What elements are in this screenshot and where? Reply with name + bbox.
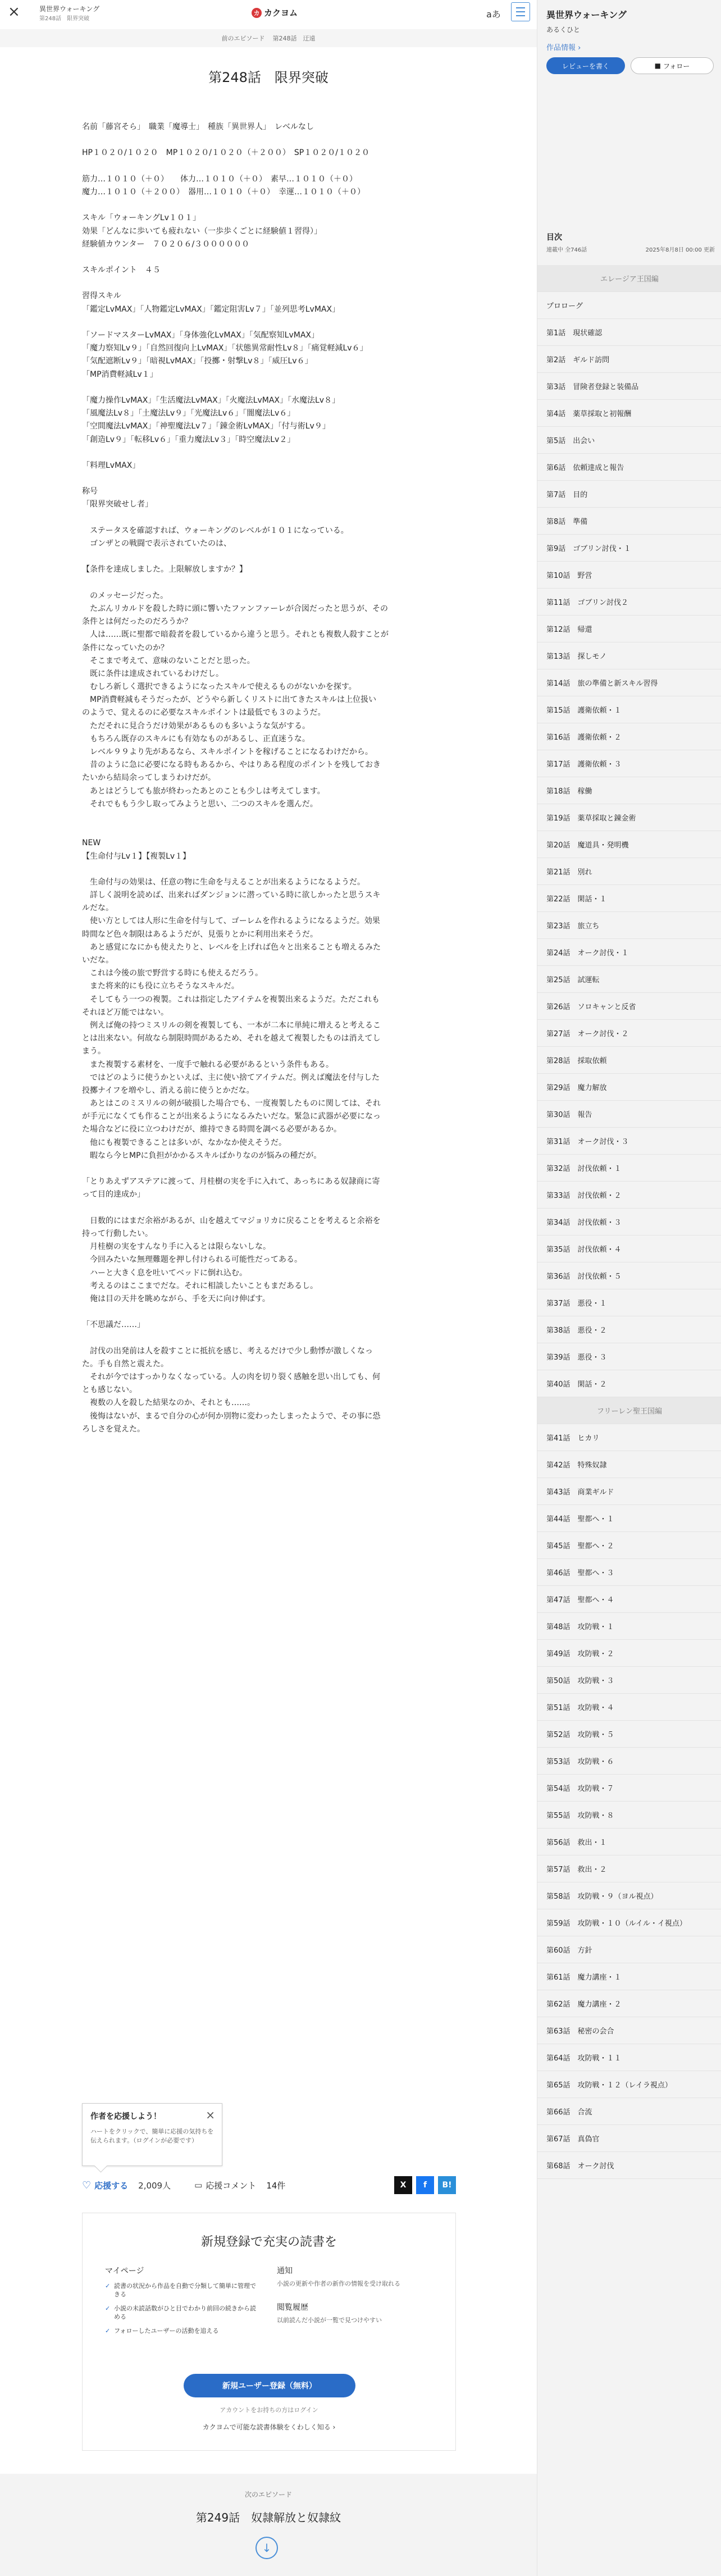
- chapter-link[interactable]: 第46話 聖都へ・３: [537, 1559, 721, 1586]
- support-popup: [82, 2103, 222, 2166]
- body-line: 昔のように急に必要になる時もあるから、やはりある程度のポイントを残しておき: [82, 760, 381, 770]
- body-line: [82, 446, 456, 459]
- chapter-link[interactable]: 第53話 攻防戦・６: [537, 1748, 721, 1775]
- next-episode-title[interactable]: 第249話 奴隷解放と奴隷紋: [195, 2511, 341, 2524]
- chapter-link[interactable]: 第52話 攻防戦・５: [537, 1721, 721, 1748]
- body-line: ただそれに見合うだけ効果があるものも多いような気がする。: [82, 721, 310, 731]
- x-share-icon[interactable]: X: [394, 2176, 412, 2194]
- chapter-link[interactable]: 第5話 出会い: [537, 427, 721, 454]
- chapter-link[interactable]: 第12話 帰還: [537, 615, 721, 642]
- episode-subtitle: 第248話 限界突破: [39, 16, 90, 22]
- chapter-link[interactable]: 第51話 攻防戦・４: [537, 1694, 721, 1721]
- body-line: それでももう少し取ってみようと思い、二つのスキルを選んだ。: [82, 799, 318, 809]
- support-text: ハートをクリックで、簡単に応援の気持ちを伝えられます。（ログインが必要です）: [90, 2128, 214, 2144]
- body-line: 使い方としては人形に生命を付与して、ゴーレムを作れるようになるようだ。効果: [82, 917, 380, 926]
- body-line: [82, 316, 456, 329]
- chapter-link[interactable]: 第40話 閑話・２: [537, 1370, 721, 1397]
- chapter-link[interactable]: 第49話 攻防戦・２: [537, 1640, 721, 1667]
- prev-episode-link[interactable]: 前のエピソード: [221, 35, 265, 42]
- chapter-link[interactable]: 第63話 秘密の会合: [537, 2017, 721, 2044]
- chapter-link[interactable]: 第39話 悪役・３: [537, 1343, 721, 1370]
- body-line: [82, 577, 456, 590]
- register-button[interactable]: 新規ユーザー登録（無料）: [184, 2374, 355, 2397]
- next-episode-label: 次のエピソード: [244, 2491, 292, 2499]
- font-setting-button[interactable]: aあ: [486, 9, 501, 20]
- chapter-link[interactable]: 第21話 別れ: [537, 858, 721, 885]
- mypage-column: [105, 2265, 260, 2335]
- body-line: [82, 824, 456, 837]
- body-line: 既に条件は達成されているわけだし。: [82, 669, 223, 678]
- body-line: [82, 863, 456, 876]
- chapter-link[interactable]: 第17話 護衛依頼・３: [537, 750, 721, 777]
- chapter-list: [537, 265, 721, 2179]
- body-line: 魔力…１０１０（＋２００） 器用…１０１０（＋０） 幸運…１０１０（＋０）: [82, 187, 365, 197]
- chapter-link[interactable]: 第24話 オーク討伐・１: [537, 939, 721, 966]
- chapter-link[interactable]: 第37話 悪役・１: [537, 1289, 721, 1316]
- toc-meta: [546, 245, 715, 253]
- body-line: 考えるのはここまでだな。それに相談したいこともまだあるし。: [82, 1281, 318, 1291]
- sidebar: [537, 0, 721, 2576]
- chapter-link[interactable]: 第45話 聖都へ・２: [537, 1532, 721, 1559]
- chapter-link[interactable]: 第47話 聖都へ・４: [537, 1586, 721, 1613]
- body-line: [82, 550, 456, 563]
- cheer-count[interactable]: 2,009人: [138, 2180, 171, 2191]
- work-info-link[interactable]: 作品情報 ›: [546, 44, 581, 52]
- body-line: [82, 1162, 456, 1175]
- body-line: 例えば俺の持つミスリルの剣を複製しても、一本が二本に単純に増えると考えるこ: [82, 1020, 381, 1030]
- body-line: ろしさを覚えた。: [82, 1424, 145, 1434]
- chapter-link[interactable]: 第30話 報告: [537, 1101, 721, 1128]
- body-line: むしろ新しく選択できるようになったスキルで使えるものがないかを探す。: [82, 682, 357, 692]
- body-line: 生命付与の効果は、任意の物に生命を与えることが出来るようになるようだ。: [82, 877, 365, 887]
- logo-mark-icon: カ: [252, 8, 262, 18]
- body-line: って目的達成か」: [82, 1190, 145, 1200]
- history-text: 以前読んだ小説が一覧で見つけやすい: [277, 2317, 382, 2324]
- chapter-link[interactable]: 第11話 ゴブリン討伐２: [537, 589, 721, 615]
- action-bar: [82, 2176, 456, 2195]
- kakuyomu-logo[interactable]: [252, 7, 298, 19]
- body-line: 月桂樹の実をすんなり手に入るとは限らないしな。: [82, 1242, 271, 1252]
- chapter-link[interactable]: 第22話 閑話・１: [537, 885, 721, 912]
- body-line: 俺は目の天井を眺めながら、手を天に向け伸ばす。: [82, 1294, 270, 1303]
- body-line: それが今ではすっかりなくなっている。人の肉を切り裂く感触を思い出しても、何: [82, 1373, 381, 1382]
- bookmark-icon: ■: [654, 62, 661, 70]
- body-line: [82, 512, 456, 525]
- chapter-link[interactable]: 第58話 攻防戦・９（ヨル視点）: [537, 1882, 721, 1909]
- chapter-link[interactable]: 第26話 ソロキャンと反省: [537, 993, 721, 1020]
- body-line: 「料理LvMAX」: [82, 461, 140, 470]
- body-line: [82, 251, 456, 264]
- body-line: あとはこのミスリルの剣が破損した場合でも、一度複製したものに関しては、それ: [82, 1099, 381, 1109]
- chapter-link[interactable]: 第50話 攻防戦・３: [537, 1667, 721, 1694]
- chapter-link[interactable]: 第56話 救出・１: [537, 1829, 721, 1855]
- body-line: た場合などに役に立つわけだが、維持できる時間を調べる必要があるか。: [82, 1125, 341, 1134]
- chapter-link[interactable]: 第54話 攻防戦・７: [537, 1775, 721, 1802]
- body-line: HP１０２０/１０２０ MP１０２０/１０２０（＋２００） SP１０２０/１０２０: [82, 148, 369, 158]
- body-line: 効果「どんなに歩いても疲れない（一歩歩くごとに経験値１習得）」: [82, 226, 322, 236]
- body-line: とも感じない。: [82, 1385, 137, 1395]
- chapter-link[interactable]: 第18話 稼働: [537, 777, 721, 804]
- body-line: あと感覚になにかも使えたりと、レベルを上げれば色々と出来ることも増えるみた: [82, 942, 381, 952]
- chapter-link[interactable]: 第62話 魔力講座・２: [537, 1990, 721, 2017]
- work-title[interactable]: 異世界ウォーキング: [39, 5, 100, 13]
- body-line: 「創造Lv９」「転移Lv６」「重力魔法Lv３」「時空魔法Lv２」: [82, 435, 295, 444]
- chapter-link[interactable]: 第19話 薬草採取と錬金術: [537, 804, 721, 831]
- chapter-link[interactable]: 第23話 旅立ち: [537, 912, 721, 939]
- body-line: たぶんリカルドを殺した時に頭に響いたファンファーレが合図だったと思うが、その: [82, 604, 389, 613]
- share-buttons: [394, 2176, 456, 2194]
- chapter-link[interactable]: 第27話 オーク討伐・２: [537, 1020, 721, 1047]
- body-line: [82, 472, 456, 485]
- body-line: スキルポイント ４５: [82, 266, 161, 275]
- history-heading: 閲覧履歴: [277, 2303, 308, 2312]
- follow-label: フォロー: [663, 62, 690, 70]
- body-line: 【条件を達成しました。上限解放しますか？】: [82, 565, 247, 575]
- cheer-button[interactable]: 応援する: [94, 2180, 129, 2191]
- toc-section-header: フリーレン聖王国編: [537, 1397, 721, 1424]
- body-line: 人は……既に聖都で暗殺者を殺しているから違うと思う。それとも複数人殺すことが: [82, 630, 389, 640]
- body-line: [82, 811, 456, 824]
- chapter-link[interactable]: 第35話 討伐依頼・４: [537, 1235, 721, 1262]
- mypage-feature: ✓ 読書の状況から作品を自動で分類して簡単に管理できる: [105, 2282, 260, 2299]
- notify-text: 小説の更新や作者の新作の情報を受け取れる: [277, 2280, 400, 2287]
- episode-title: 第248話 限界突破: [208, 70, 328, 85]
- body-line: 習得スキル: [82, 291, 121, 301]
- body-line: また複製する素材を、一度手で触れる必要があるという条件もある。: [82, 1060, 334, 1069]
- body-line: とは出来ない。何故なら制限時間があるため、それを越えて複製したものは消えてし: [82, 1034, 381, 1043]
- body-line: 詳しく説明を読めば、出来ればダンジョンに潜っている時に欲しかったと思うスキ: [82, 891, 381, 900]
- review-button[interactable]: レビューを書く: [546, 57, 625, 74]
- chapter-link[interactable]: 第34話 討伐依頼・３: [537, 1209, 721, 1235]
- chapter-link[interactable]: 第13話 探しモノ: [537, 642, 721, 669]
- chapter-link[interactable]: 第14話 旅の準備と新スキル習得: [537, 669, 721, 696]
- body-line: そしてもう一つの複製。これは指定したアイテムを複製出来るようだ。ただこれも: [82, 995, 380, 1004]
- chapter-link[interactable]: 第7話 目的: [537, 481, 721, 508]
- body-line: もちろん既存のスキルにも有効なものがあるし、正直迷うな。: [82, 734, 310, 744]
- episode-body: [82, 121, 456, 1436]
- register-panel: [82, 2213, 456, 2451]
- body-line: のようで、覚えるのに必要なスキルポイントは最低でも３のようだ。: [82, 708, 326, 718]
- body-line: が手元になくても作ることが出来るようになるみたいだな。緊急に武器が必要になっ: [82, 1112, 381, 1121]
- chapter-link[interactable]: 第16話 護衛依頼・２: [537, 723, 721, 750]
- episode-count: 連載中 全746話: [546, 247, 587, 253]
- body-line: それほど万能ではない。: [82, 1007, 168, 1017]
- chapter-link[interactable]: 第28話 採取依頼: [537, 1047, 721, 1074]
- episode-navigation: [0, 29, 537, 47]
- chapter-link[interactable]: プロローグ: [537, 292, 721, 319]
- body-line: 「MP消費軽減Lv１」: [82, 370, 158, 379]
- body-line: ルだな。: [82, 904, 113, 913]
- heart-icon[interactable]: ♡: [82, 2179, 92, 2191]
- body-line: のメッセージだった。: [82, 591, 168, 600]
- chapter-link[interactable]: 第38話 悪役・２: [537, 1316, 721, 1343]
- body-line: あとはどうしても旅が終わったあとのことも少しは考えてします。: [82, 786, 325, 796]
- body-line: [82, 1306, 456, 1319]
- body-line: MP消費軽減もそうだったが、どうやら新しくリストに出てきたスキルは上位扱い: [82, 695, 377, 705]
- chapter-link[interactable]: 第9話 ゴブリン討伐・１: [537, 535, 721, 562]
- mypage-feature: ✓ フォローしたユーザーの活動を追える: [105, 2327, 260, 2335]
- register-title: 新規登録で充実の読書を: [200, 2235, 337, 2249]
- body-line: 「風魔法Lv８」「土魔法Lv９」「光魔法Lv６」「闇魔法Lv６」: [82, 409, 295, 418]
- body-line: 経験値カウンター ７０２０６/３００００００: [82, 239, 250, 249]
- body-line: 「魔力察知Lv９」「自然回復向上LvMAX」「状態異常耐性Lv８」「痛覚軽減Lv６」: [82, 344, 368, 353]
- chapter-link[interactable]: 第32話 討伐依頼・１: [537, 1155, 721, 1182]
- body-line: 「ソードマスターLvMAX」「身体強化LvMAX」「気配察知LvMAX」: [82, 331, 319, 340]
- follow-button[interactable]: [631, 57, 714, 74]
- chapter-link[interactable]: 第4話 薬草採取と初報酬: [537, 400, 721, 427]
- sidebar-work-title[interactable]: 異世界ウォーキング: [546, 10, 627, 20]
- sidebar-author[interactable]: あるくひと: [546, 26, 581, 34]
- body-line: 後悔はないが、まるで自分の心が何か別物に変わったしまったようで、その事に恐: [82, 1411, 381, 1421]
- learn-more-link[interactable]: カクヨムで可能な読書体験をくわしく知る ›: [202, 2423, 336, 2431]
- body-line: [82, 160, 456, 173]
- body-line: 暇なら今ヒMPに負担がかかるスキルばかりなのが悩みの種だが。: [82, 1151, 322, 1160]
- body-line: 時間など色々制限はあるようだが、見張りとかに利用出来そうだ。: [82, 929, 318, 939]
- body-line: いだな。: [82, 956, 113, 965]
- chapter-link[interactable]: 第15話 護衛依頼・１: [537, 696, 721, 723]
- toc-heading: 目次: [546, 233, 562, 242]
- body-line: 「魔力操作LvMAX」「生活魔法LvMAX」「火魔法LvMAX」「水魔法Lv８」: [82, 395, 340, 405]
- body-line: これは今後の旅で野営する時にも使えるだろう。: [82, 969, 263, 978]
- comment-link[interactable]: 応援コメント: [206, 2180, 257, 2191]
- chapter-link[interactable]: 第2話 ギルド訪問: [537, 346, 721, 373]
- chapter-link[interactable]: 第3話 冒険者登録と装備品: [537, 373, 721, 400]
- mypage-feature: ✓ 小説の未読話数がひと目でわかり前回の続きから読める: [105, 2304, 260, 2321]
- body-line: [82, 381, 456, 394]
- body-line: 名前「藤宮そら」 職業「魔導士」 種族「異世界人」 レベルなし: [82, 122, 314, 131]
- body-line: 「鑑定LvMAX」「人物鑑定LvMAX」「鑑定阻害Lv７」「並列思考LvMAX」: [82, 304, 340, 314]
- body-line: 称号: [82, 487, 98, 496]
- body-line: [82, 199, 456, 212]
- support-title: 作者を応援しよう！: [90, 2112, 161, 2121]
- chapter-link[interactable]: 第1話 現状確認: [537, 319, 721, 346]
- body-line: まう。: [82, 1047, 106, 1056]
- chapter-link[interactable]: 第36話 討伐依頼・５: [537, 1262, 721, 1289]
- chapter-link[interactable]: 第10話 野営: [537, 562, 721, 589]
- chapter-link[interactable]: 第57話 救出・２: [537, 1855, 721, 1882]
- body-line: たいから結局余ってしまうわけだが。: [82, 773, 216, 783]
- menu-icon[interactable]: [511, 2, 530, 21]
- body-line: 他にも複製できることは多いが、なかなか使えそうだ。: [82, 1138, 286, 1147]
- chapter-link[interactable]: 第44話 聖都へ・１: [537, 1505, 721, 1532]
- body-line: [82, 1332, 456, 1344]
- close-icon[interactable]: ×: [8, 3, 20, 20]
- chapter-link[interactable]: 第66話 合流: [537, 2098, 721, 2125]
- body-line: 「限界突破せし者」: [82, 500, 153, 509]
- chapter-link[interactable]: 第60話 方針: [537, 1936, 721, 1963]
- chapter-link[interactable]: 第25話 試運転: [537, 966, 721, 993]
- chapter-link[interactable]: 第42話 特殊奴隷: [537, 1451, 721, 1478]
- chapter-link[interactable]: 第8話 準備: [537, 508, 721, 535]
- body-line: 条件になっていたのか？: [82, 643, 168, 653]
- body-line: レベル９９より先があるなら、スキルポイントを稼げることになるわけだから。: [82, 747, 373, 756]
- chapter-link[interactable]: 第20話 魔道具・発明機: [537, 831, 721, 858]
- updated-date: 2025年8月8日 00:00 更新: [645, 247, 715, 253]
- chapter-link[interactable]: 第64話 攻防戦・１１: [537, 2044, 721, 2071]
- body-line: [82, 134, 456, 147]
- body-line: 「空間魔法LvMAX」「神聖魔法Lv７」「錬金術LvMAX」「付与術Lv９」: [82, 422, 330, 431]
- body-line: ハーと大きく息を吐いてベッドに倒れ込む。: [82, 1268, 247, 1278]
- chapter-link[interactable]: 第61話 魔力講座・１: [537, 1963, 721, 1990]
- body-line: ゴンザとの戦闘で表示されていたのは、: [82, 539, 231, 548]
- chapter-link[interactable]: 第48話 攻防戦・１: [537, 1613, 721, 1640]
- body-line: [82, 277, 456, 290]
- chapter-link[interactable]: 第67話 真偽官: [537, 2125, 721, 2152]
- body-line: ではどのように使うかといえば、主に使い捨てアイテムだ。例えば魔法を付与した: [82, 1073, 380, 1082]
- next-episode-panel[interactable]: [0, 2474, 537, 2576]
- comment-icon[interactable]: ▭: [194, 2180, 203, 2190]
- logo-text: カクヨム: [264, 8, 298, 18]
- chapter-link[interactable]: 第29話 魔力解放: [537, 1074, 721, 1101]
- body-line: そこまで考えて、意味のないことだと思った。: [82, 656, 255, 665]
- body-line: 筋力…１０１０（＋０） 体力…１０１０（＋０） 素早…１０１０（＋０）: [82, 174, 357, 184]
- chapter-link[interactable]: 第41話 ヒカリ: [537, 1424, 721, 1451]
- hatena-bookmark-icon[interactable]: B!: [438, 2176, 456, 2194]
- current-episode-label: 第248話 迂遠: [272, 35, 316, 42]
- body-line: 「気配遮断Lv９」「暗視LvMAX」「投擲・射撃Lv８」「威圧Lv６」: [82, 357, 313, 366]
- chapter-link[interactable]: 第31話 オーク討伐・３: [537, 1128, 721, 1155]
- body-line: 持って行動したい。: [82, 1229, 153, 1238]
- login-link[interactable]: アカウントをお持ちの方はログイン: [220, 2406, 318, 2414]
- notify-heading: 通知: [277, 2267, 293, 2276]
- chapter-link[interactable]: 第6話 依頼達成と報告: [537, 454, 721, 481]
- body-line: NEW: [82, 838, 101, 848]
- chapter-link[interactable]: 第59話 攻防戦・１０（ルイル・イ視点）: [537, 1909, 721, 1936]
- body-line: [82, 1202, 456, 1215]
- mypage-heading: マイページ: [105, 2267, 144, 2276]
- body-line: 投擲ナイフを増やし、消える前に使うとかだな。: [82, 1086, 254, 1095]
- body-line: 今回みたいな無理難題を押し付けられる可能性だってある。: [82, 1255, 302, 1265]
- close-icon[interactable]: ×: [206, 2108, 215, 2122]
- body-line: また将来的にも役に立ちそうなスキルだ。: [82, 982, 239, 991]
- body-line: 「とりあえずアステアに渡って、月桂樹の実を手に入れて、あっちにある奴隷商に寄: [82, 1177, 380, 1187]
- body-line: 条件とは何だったのだろうか？: [82, 617, 192, 627]
- toc-section-header: エレージア王国編: [537, 265, 721, 292]
- body-line: 討伐の出発前は人を殺すことに抵抗を感じ、考えるだけで少し動悸が激しくなっ: [82, 1346, 373, 1356]
- arrow-down-icon[interactable]: ↓: [255, 2537, 278, 2559]
- feature-column: [277, 2265, 434, 2324]
- body-line: スキル「ウォーキングLv１０１」: [82, 213, 200, 223]
- body-line: 日数的にはまだ余裕があるが、山を越えてマジョリカに戻ることを考えると余裕を: [82, 1216, 381, 1225]
- chapter-link[interactable]: 第68話 オーク討伐: [537, 2152, 721, 2179]
- body-line: ステータスを確認すれば、ウォーキングのレベルが１０１になっている。: [82, 526, 349, 535]
- body-line: た。手も自然と震えた。: [82, 1359, 168, 1369]
- chapter-link[interactable]: 第43話 商業ギルド: [537, 1478, 721, 1505]
- comment-count[interactable]: 14件: [266, 2180, 286, 2191]
- top-bar: [0, 0, 537, 24]
- chapter-link[interactable]: 第55話 攻防戦・８: [537, 1802, 721, 1829]
- body-line: 【生命付与Lv１】【複製Lv１】: [82, 851, 191, 861]
- body-line: 複数の人を殺した結果なのか、それとも……。: [82, 1398, 255, 1408]
- body-line: 「不思議だ……」: [82, 1320, 145, 1330]
- chapter-link[interactable]: 第65話 攻防戦・１２（レイラ視点）: [537, 2071, 721, 2098]
- chapter-link[interactable]: 第33話 討伐依頼・２: [537, 1182, 721, 1209]
- facebook-share-icon[interactable]: f: [416, 2176, 434, 2194]
